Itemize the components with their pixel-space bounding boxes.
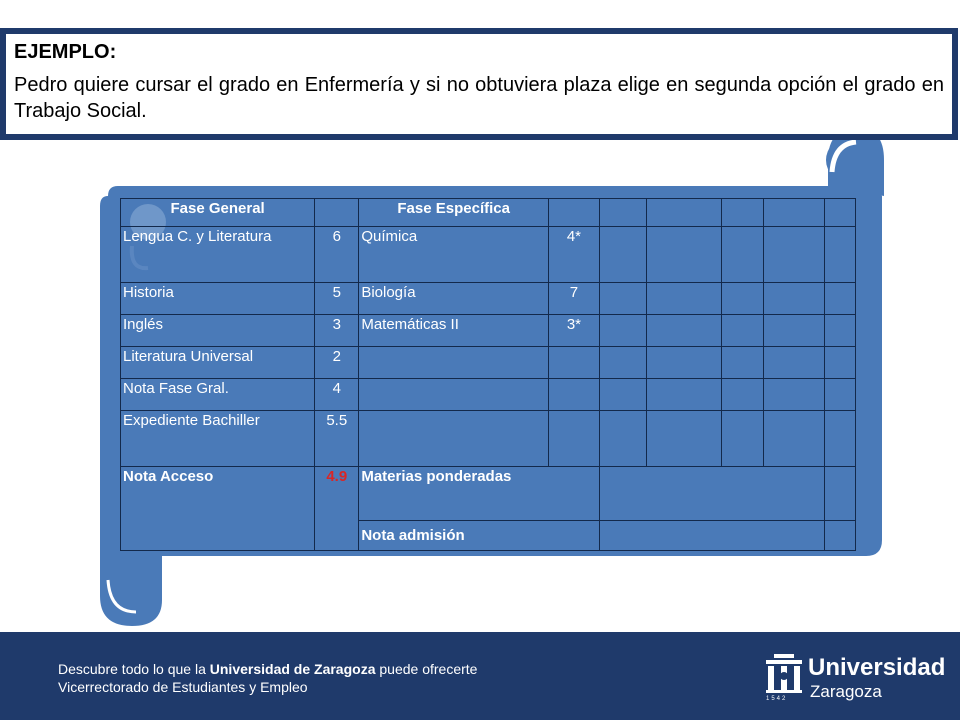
grade-cell: 2: [315, 347, 359, 379]
subject-cell: Lengua C. y Literatura: [121, 227, 315, 283]
spec-grade-cell: 4*: [549, 227, 600, 283]
table-row: [121, 315, 856, 347]
table-row: [121, 227, 856, 283]
example-text: Pedro quiere cursar el grado en Enfermería y si no obtuviera plaza elige en segunda opción el grado en Trabajo Social.: [14, 74, 944, 122]
logo-word-zaragoza: Zaragoza: [810, 682, 882, 701]
footer-line-2: Vicerrectorado de Estudiantes y Empleo: [58, 679, 308, 695]
grades-table: [120, 198, 856, 551]
table-row: [121, 379, 856, 411]
grade-cell: 6: [315, 227, 359, 283]
subject-cell: Inglés: [121, 315, 315, 347]
subject-cell: Nota Fase Gral.: [121, 379, 315, 411]
example-box: [0, 28, 958, 140]
nota-acceso-value: 4.9: [315, 467, 359, 551]
spec-grade-cell: 3*: [549, 315, 600, 347]
university-logo[interactable]: [760, 652, 946, 712]
subject-cell: Literatura Universal: [121, 347, 315, 379]
header-fase-especifica: Fase Específica: [359, 199, 549, 227]
footer-text: [58, 660, 477, 696]
spec-grade-cell: 7: [549, 283, 600, 315]
spec-subject-cell: Química: [359, 227, 549, 283]
nota-admision-label: Nota admisión: [359, 521, 599, 551]
table-row: [121, 347, 856, 379]
table-row-nota-acceso: [121, 467, 856, 521]
logo-word-universidad: Universidad: [808, 654, 946, 681]
grade-cell: 3: [315, 315, 359, 347]
logo-year: 1542: [766, 696, 788, 702]
materias-ponderadas-label: Materias ponderadas: [359, 467, 599, 521]
grade-cell: 5: [315, 283, 359, 315]
footer-line-1: Descubre todo lo que la Universidad de Zaragoza puede ofrecerte: [58, 661, 478, 677]
footer-bar: [0, 632, 960, 720]
subject-cell: Expediente Bachiller: [121, 411, 315, 467]
nota-acceso-label: Nota Acceso: [121, 467, 315, 551]
table-header-row: [121, 199, 856, 227]
building-icon: [764, 654, 804, 700]
grade-cell: 4: [315, 379, 359, 411]
spec-subject-cell: Biología: [359, 283, 549, 315]
header-fase-general: Fase General: [121, 199, 315, 227]
subject-cell: Historia: [121, 283, 315, 315]
spec-subject-cell: Matemáticas II: [359, 315, 549, 347]
table-row: [121, 411, 856, 467]
table-row: [121, 283, 856, 315]
example-title: EJEMPLO:: [14, 41, 117, 63]
grade-cell: 5.5: [315, 411, 359, 467]
